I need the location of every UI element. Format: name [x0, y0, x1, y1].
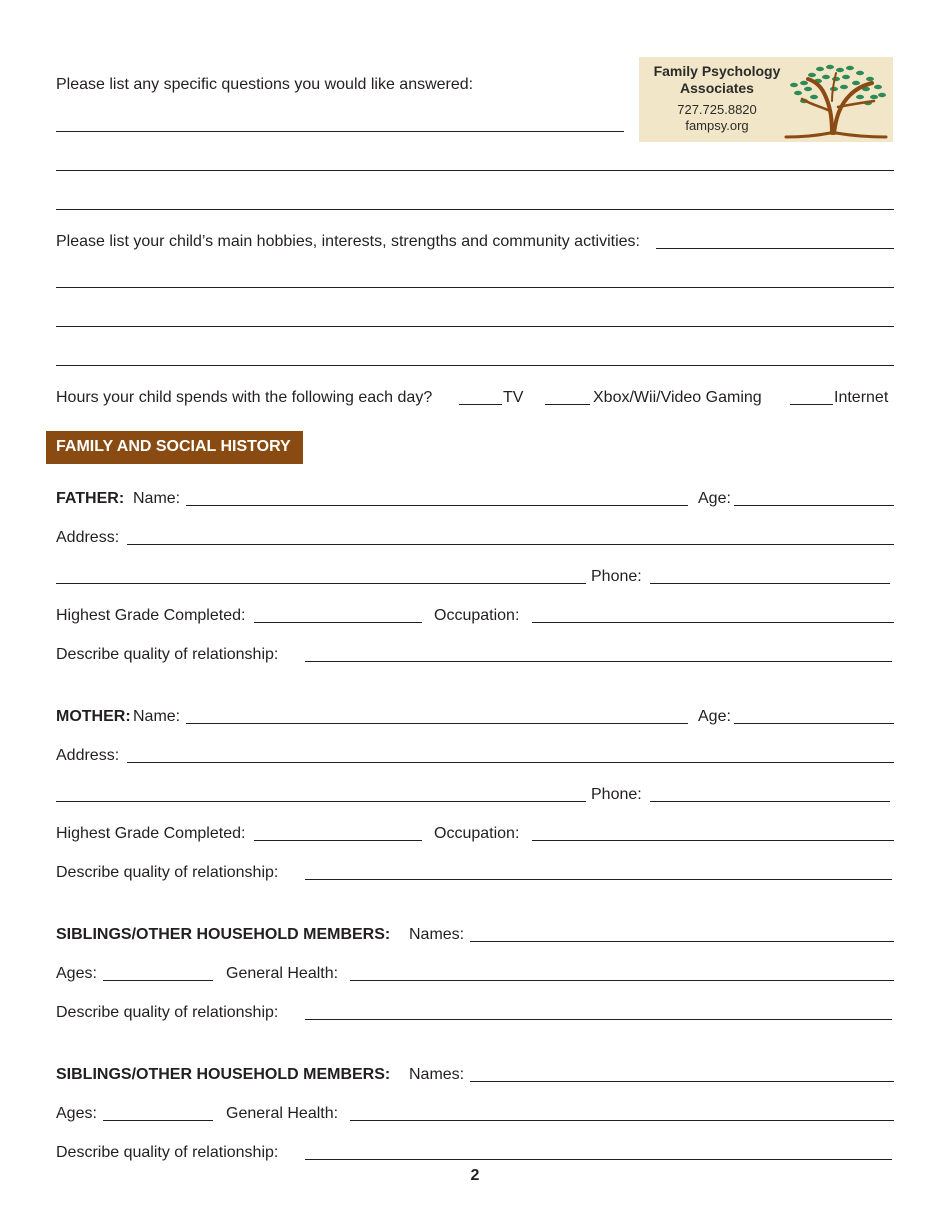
- hours-tv-label: TV: [503, 389, 524, 406]
- section-header-family-social-history: [46, 431, 303, 464]
- hours-gaming-field[interactable]: [545, 404, 590, 405]
- specific-questions-line-3[interactable]: [56, 209, 894, 210]
- hours-label: Hours your child spends with the following each day?: [56, 389, 433, 406]
- mother-occupation-field[interactable]: [532, 840, 894, 841]
- father-occupation-field[interactable]: [532, 622, 894, 623]
- siblings-2-ages-label: Ages:: [56, 1105, 97, 1122]
- hours-internet-field[interactable]: [790, 404, 833, 405]
- siblings-1-ages-label: Ages:: [56, 965, 97, 982]
- mother-grade-field[interactable]: [254, 840, 422, 841]
- father-relationship-label: Describe quality of relationship:: [56, 646, 279, 663]
- mother-address-line-2[interactable]: [56, 801, 586, 802]
- hobbies-line-3[interactable]: [56, 326, 894, 327]
- logo-website: fampsy.org: [685, 118, 749, 133]
- mother-age-field[interactable]: [734, 723, 894, 724]
- father-address-line-2[interactable]: [56, 583, 586, 584]
- mother-relationship-field[interactable]: [305, 879, 892, 880]
- hobbies-line-4[interactable]: [56, 365, 894, 366]
- father-name-label: Name:: [133, 490, 181, 507]
- siblings-2-title: SIBLINGS/OTHER HOUSEHOLD MEMBERS:: [56, 1066, 391, 1083]
- siblings-1-ages-field[interactable]: [103, 980, 213, 981]
- father-occupation-label: Occupation:: [434, 607, 520, 624]
- mother-title: MOTHER:: [56, 708, 131, 725]
- father-phone-label: Phone:: [591, 568, 642, 585]
- mother-relationship-label: Describe quality of relationship:: [56, 864, 279, 881]
- specific-questions-line-2[interactable]: [56, 170, 894, 171]
- siblings-1-names-label: Names:: [409, 926, 465, 943]
- father-address-field[interactable]: [127, 544, 894, 545]
- logo-name-line2: Associates: [680, 80, 754, 96]
- father-phone-field[interactable]: [650, 583, 890, 584]
- section-header-text: FAMILY AND SOCIAL HISTORY: [56, 438, 291, 455]
- siblings-1-names-field[interactable]: [470, 941, 894, 942]
- hobbies-line-2[interactable]: [56, 287, 894, 288]
- hobbies-label: Please list your child’s main hobbies, interests, strengths and community activities:: [56, 233, 640, 250]
- siblings-2-health-label: General Health:: [226, 1105, 339, 1122]
- mother-occupation-label: Occupation:: [434, 825, 520, 842]
- mother-name-label: Name:: [133, 708, 181, 725]
- practice-logo: [639, 57, 893, 142]
- siblings-2-relationship-field[interactable]: [305, 1159, 892, 1160]
- father-age-field[interactable]: [734, 505, 894, 506]
- tree-icon: [774, 61, 892, 139]
- mother-age-label: Age:: [698, 708, 731, 725]
- father-grade-field[interactable]: [254, 622, 422, 623]
- specific-questions-label: Please list any specific questions you would like answered:: [56, 76, 474, 93]
- siblings-2-ages-field[interactable]: [103, 1120, 213, 1121]
- father-age-label: Age:: [698, 490, 731, 507]
- siblings-2-names-field[interactable]: [470, 1081, 894, 1082]
- siblings-1-relationship-field[interactable]: [305, 1019, 892, 1020]
- siblings-2-relationship-label: Describe quality of relationship:: [56, 1144, 279, 1161]
- father-grade-label: Highest Grade Completed:: [56, 607, 246, 624]
- father-relationship-field[interactable]: [305, 661, 892, 662]
- hours-tv-field[interactable]: [459, 404, 502, 405]
- logo-name-line1: Family Psychology: [653, 63, 781, 79]
- siblings-2-health-field[interactable]: [350, 1120, 894, 1121]
- mother-phone-label: Phone:: [591, 786, 642, 803]
- page-number: 2: [470, 1167, 480, 1184]
- mother-address-label: Address:: [56, 747, 120, 764]
- mother-name-field[interactable]: [186, 723, 688, 724]
- father-address-label: Address:: [56, 529, 120, 546]
- siblings-1-relationship-label: Describe quality of relationship:: [56, 1004, 279, 1021]
- hobbies-line-1[interactable]: [656, 248, 894, 249]
- siblings-1-title: SIBLINGS/OTHER HOUSEHOLD MEMBERS:: [56, 926, 391, 943]
- specific-questions-line-1[interactable]: [56, 131, 624, 132]
- logo-phone: 727.725.8820: [677, 102, 757, 117]
- siblings-1-health-label: General Health:: [226, 965, 339, 982]
- father-name-field[interactable]: [186, 505, 688, 506]
- mother-address-field[interactable]: [127, 762, 894, 763]
- mother-phone-field[interactable]: [650, 801, 890, 802]
- mother-grade-label: Highest Grade Completed:: [56, 825, 246, 842]
- hours-gaming-label: Xbox/Wii/Video Gaming: [593, 389, 762, 406]
- hours-internet-label: Internet: [834, 389, 889, 406]
- siblings-1-health-field[interactable]: [350, 980, 894, 981]
- siblings-2-names-label: Names:: [409, 1066, 465, 1083]
- father-title: FATHER:: [56, 490, 125, 507]
